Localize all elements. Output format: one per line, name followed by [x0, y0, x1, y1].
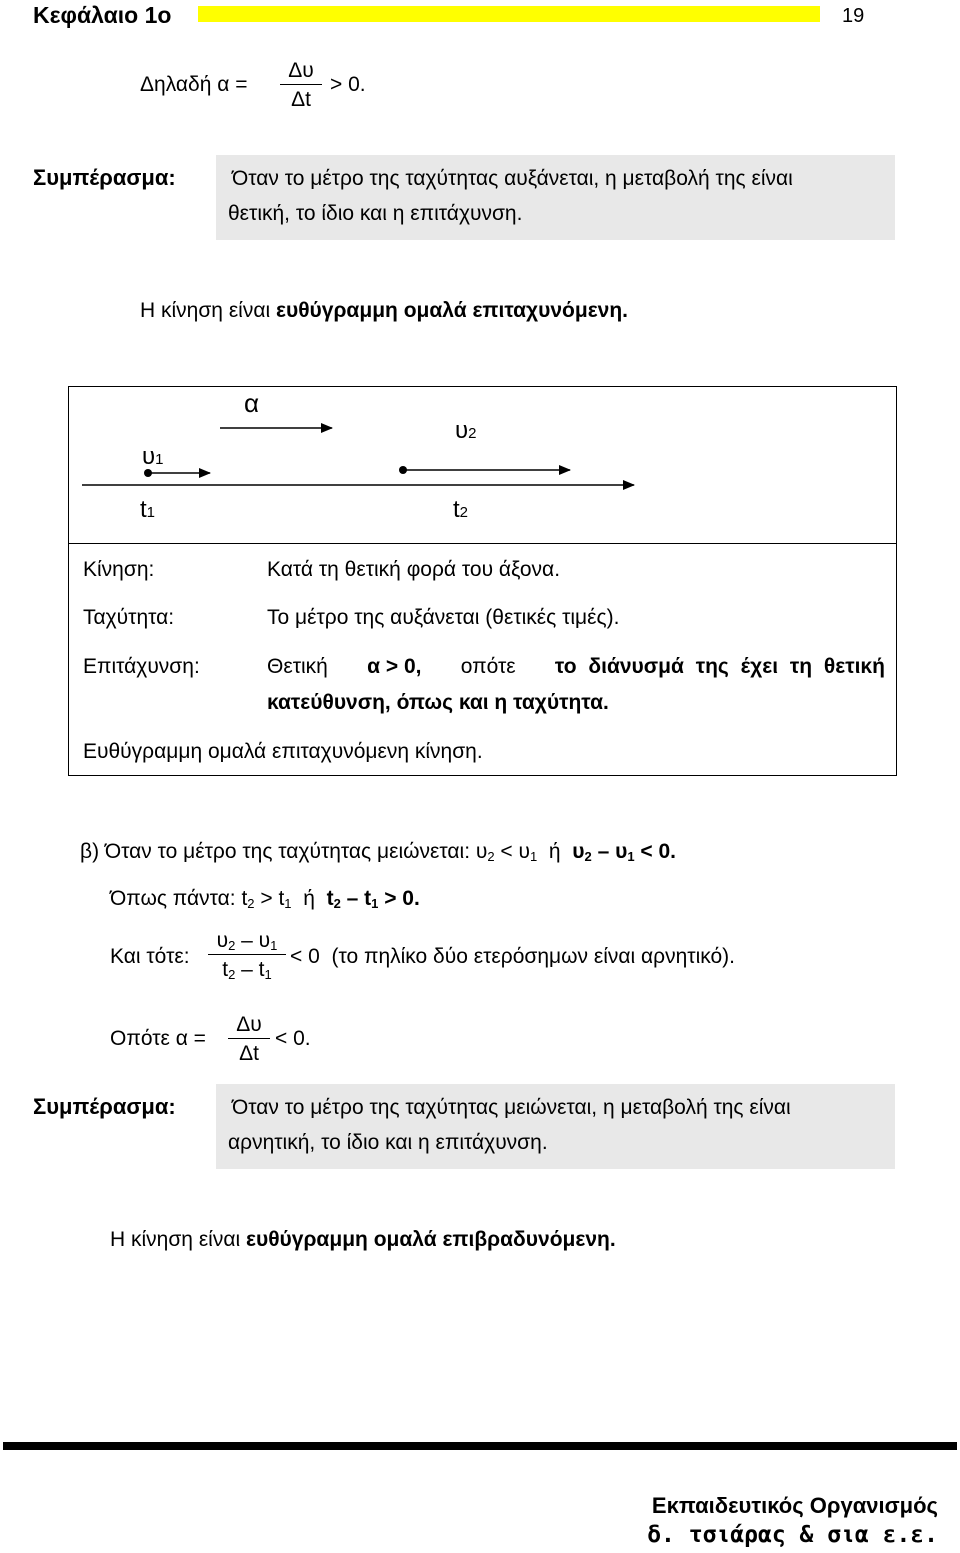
so-suffix: < 0. [275, 1027, 311, 1050]
part-b-intro [80, 840, 676, 864]
so-fraction [228, 1013, 270, 1065]
v1-sub: 1 [155, 451, 164, 468]
table-summary: Ευθύγραμμη ομαλά επιταχυνόμενη κίνηση. [83, 740, 483, 763]
t2-symbol: t [453, 496, 460, 523]
accel-part-positive: Θετική [267, 655, 328, 678]
t1-symbol: t [140, 496, 147, 523]
part-b-intro-text: β) Όταν το μέτρο της ταχύτητας μειώνεται: υ [80, 840, 488, 863]
always-bold: t [326, 887, 334, 910]
conclusion2-label: Συμπέρασμα: [33, 1094, 176, 1119]
footer-company: δ. τσιάρας & σια ε.ε. [647, 1522, 938, 1548]
conclusion1-line2: θετική, το ίδιο και η επιτάχυνση. [228, 202, 523, 225]
conclusion2-line2: αρνητική, το ίδιο και η επιτάχυνση. [228, 1131, 548, 1154]
then-den-t: t [222, 958, 229, 982]
sub: 1 [264, 967, 272, 983]
t2-sub: 2 [459, 504, 469, 521]
accel-part-direction: το διάνυσμά της έχει τη θετική [554, 655, 885, 678]
then-num-mid: – υ [235, 929, 271, 952]
so-prefix: Οπότε α = [110, 1027, 206, 1050]
v2-label [455, 417, 476, 445]
row-motion-value: Κατά τη θετική φορά του άξονα. [267, 558, 561, 581]
always-or: ή [291, 887, 327, 910]
conclusion1-line1: Όταν το μέτρο της ταχύτητας αυξάνεται, η μεταβολή της είναι [232, 167, 793, 190]
sub: 2 [247, 896, 255, 911]
motion1-bold: ευθύγραμμη ομαλά επιταχυνόμενη. [276, 299, 629, 322]
motion-diagram [0, 0, 960, 560]
page-number: 19 [842, 5, 865, 27]
footer-rule [3, 1442, 957, 1450]
part-b-intro-or: ή [537, 840, 573, 863]
sub: 1 [627, 849, 635, 864]
sub: 1 [284, 896, 292, 911]
eq1-prefix: Δηλαδή α = [140, 73, 248, 96]
part-b-intro-lt: < υ [494, 840, 531, 863]
sub: 1 [530, 849, 538, 864]
then-numerator [208, 929, 286, 954]
conclusion2-box [216, 1084, 895, 1169]
then-label: Και τότε: [110, 945, 190, 968]
eq1-denominator: Δt [280, 84, 322, 111]
then-num-v: υ [216, 929, 229, 952]
sub: 2 [333, 896, 341, 911]
then-denominator [208, 954, 286, 981]
accel-label: α [244, 388, 260, 418]
sub: 2 [487, 849, 495, 864]
then-suffix: < 0 (το πηλίκο δύο ετερόσημων είναι αρνητικό). [290, 945, 735, 968]
always-gt: > t [254, 887, 285, 910]
row-velocity-label: Ταχύτητα: [83, 606, 175, 629]
v1-symbol: υ [142, 443, 156, 470]
always-text: Όπως πάντα: t [110, 887, 248, 910]
conclusion2-line1: Όταν το μέτρο της ταχύτητας μειώνεται, η μεταβολή της είναι [232, 1096, 791, 1119]
sub: 1 [371, 896, 379, 911]
row-accel-value-line2: κατεύθυνση, όπως και η ταχύτητα. [267, 691, 609, 714]
motion2-line [110, 1228, 616, 1252]
motion1-prefix: Η κίνηση είναι [140, 299, 271, 322]
sub: 2 [228, 967, 236, 983]
v1-label [142, 443, 163, 471]
motion2-bold: ευθύγραμμη ομαλά επιβραδυνόμενη. [246, 1228, 616, 1251]
row-accel-label: Επιτάχυνση: [83, 655, 200, 678]
then-den-mid: – t [235, 958, 265, 982]
always-bold-end: > 0. [378, 887, 420, 910]
row-motion-label: Κίνηση: [83, 558, 155, 581]
v2-symbol: υ [455, 417, 469, 444]
part-b-always [110, 887, 420, 911]
sub: 1 [270, 938, 278, 953]
so-numerator: Δυ [236, 1013, 262, 1036]
v2-sub: 2 [468, 425, 477, 442]
body-position-2 [399, 466, 407, 474]
eq1-numerator: Δυ [288, 59, 314, 82]
chapter-title: Κεφάλαιο 1ο [33, 2, 172, 28]
part-b-bold-mid: – υ [591, 840, 628, 863]
sub: 2 [228, 938, 236, 953]
then-fraction [208, 929, 286, 981]
eq1-suffix: > 0. [330, 73, 366, 96]
part-b-bold-end: < 0. [634, 840, 677, 863]
t1-sub: 1 [146, 504, 156, 521]
accel-part-condition: α > 0, [367, 655, 422, 678]
conclusion1-label: Συμπέρασμα: [33, 165, 176, 190]
part-b-bold: υ [572, 840, 585, 863]
sub: 2 [584, 849, 592, 864]
row-accel-value-line1 [267, 655, 885, 679]
always-bold-mid: – t [340, 887, 372, 910]
t1-label [140, 496, 155, 524]
motion2-prefix: Η κίνηση είναι [110, 1228, 241, 1251]
footer-org: Εκπαιδευτικός Οργανισμός [651, 1493, 938, 1518]
row-velocity-value: Το μέτρο της αυξάνεται (θετικές τιμές). [267, 606, 620, 629]
accel-part-so: οπότε [460, 655, 516, 678]
t2-label [453, 496, 468, 524]
so-denominator: Δt [228, 1038, 270, 1065]
